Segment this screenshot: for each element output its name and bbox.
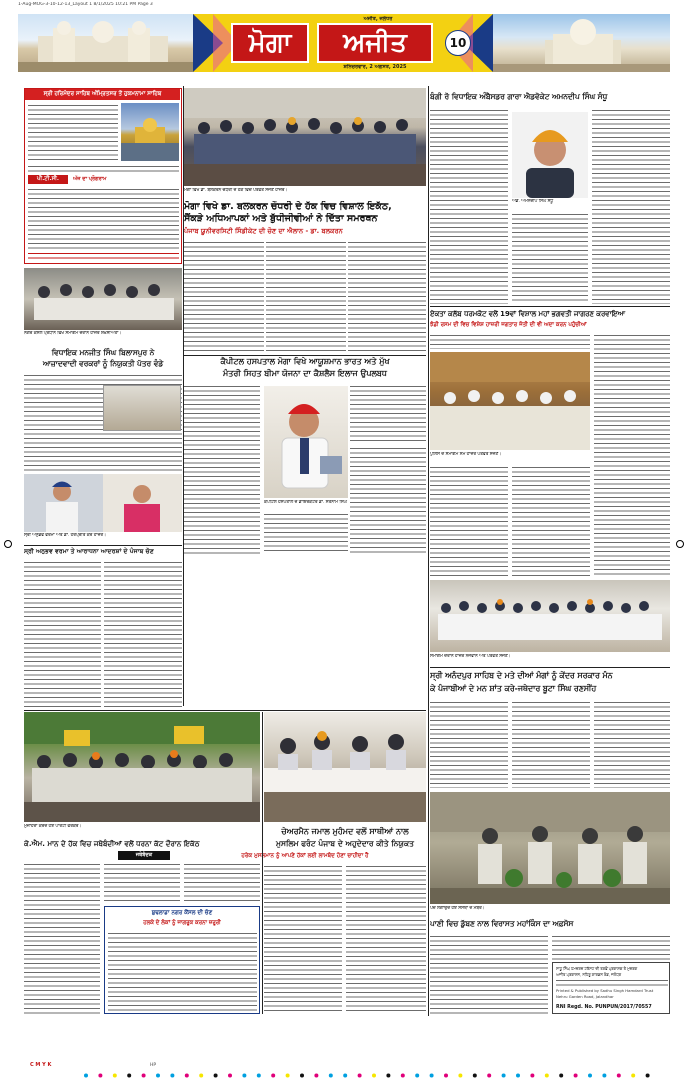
color-bar-dot <box>142 1074 146 1078</box>
budhlada-box-body <box>108 931 257 1011</box>
mahmat-body-1 <box>430 333 590 349</box>
color-bar-dot <box>631 1074 635 1078</box>
color-bar-dot <box>343 1074 347 1078</box>
color-bar-dot <box>113 1074 117 1078</box>
protest-headline: ਕੇ.ਐਮ. ਮਾਨ ਦੇ ਹੱਕ ਵਿਚ ਜਥੇਬੰਦੀਆਂ ਵਲੋਂ ਧਰਨਾ ਕੱਟ ਦੌਰਾਨ ਇਕੱਠ <box>24 839 200 848</box>
group-photo-illustration <box>184 88 426 186</box>
gurdwara-illustration-left <box>18 14 193 72</box>
color-bar-dot <box>170 1074 174 1078</box>
row-rule-4 <box>430 667 670 668</box>
masthead-paper-small: ਅਜੀਤ, ਜਲੰਧਰ <box>363 16 393 22</box>
moga-chamber-body-1 <box>184 240 264 354</box>
gurdwara-illustration-right <box>493 14 670 72</box>
color-bar-dot <box>473 1074 477 1078</box>
group-photo <box>430 580 670 652</box>
masthead-city: ਮੋਗਾ <box>248 28 292 58</box>
color-bar-dot <box>242 1074 246 1078</box>
gurdwara-image-left <box>18 14 193 72</box>
color-bar-dot <box>84 1074 88 1078</box>
masthead <box>18 14 670 72</box>
color-bar-dot <box>516 1074 520 1078</box>
moga-chamber-headline: ਮੋਗਾ ਵਿਖੇ ਡਾ. ਬਲਕਰਨ ਚੌਧਰੀ ਦੇ ਹੱਕ ਵਿਚ ਵਿਸ਼ਾਲ ਇਕੱਠ, <box>184 201 392 212</box>
hukamnama-title: ਸ੍ਰੀ ਹਰਿਮੰਦਰ ਸਾਹਿਬ ਅੰਮ੍ਰਿਤਸਰ ਤੋਂ ਹੁਕਮਨਾਮਾ ਸਾਹਿਬ <box>25 89 180 100</box>
registration-mark-right <box>676 540 684 548</box>
color-bar-dot <box>458 1074 462 1078</box>
anandpur-headline-2: ਕੇ ਪੰਜਾਬੀਆਂ ਦੇ ਮਨ ਸ਼ਾਂਤ ਕਰੇ-ਜਥੇਦਾਰ ਬੂਟਾ ਸਿੰਘ ਰਣਸੀਂਹ <box>430 684 597 693</box>
sadar-photo <box>264 712 426 822</box>
vidhayak-headline: ਵਿਧਾਇਕ ਮਨਜੀਤ ਸਿੰਘ ਬਿਲਾਸਪੁਰ ਨੇ <box>51 348 155 357</box>
color-bar-dot <box>185 1074 189 1078</box>
program-heading: ਅੱਜ ਦਾ ਪ੍ਰੋਗਰਾਮ <box>73 176 107 182</box>
color-bar-dot <box>98 1074 102 1078</box>
row-rule-1 <box>24 710 426 711</box>
bk-body-3 <box>592 108 670 304</box>
imprint-line-4: Nehru Garden Road, Jalandhar <box>556 994 614 999</box>
color-bar-dot <box>617 1074 621 1078</box>
mahmat-body-3 <box>430 465 508 577</box>
group-photo-caption: ਸਮਾਗਮ ਦੌਰਾਨ ਹਾਜ਼ਰ ਨੌਜਵਾਨ ਅਤੇ ਪਤਵੰਤੇ ਸੱਜਣ। <box>430 654 511 659</box>
color-bar-dot <box>487 1074 491 1078</box>
footer-mark-left: C M Y K <box>30 1062 52 1068</box>
row-rule-2 <box>184 355 426 356</box>
trees-body-2 <box>552 934 670 960</box>
protest-body-1 <box>24 862 100 1014</box>
sadar-headline: ਚੇਅਰਮੈਨ ਜਮਾਲ ਮੁਹੰਮਦ ਵਲੋਂ ਸਾਥੀਆਂ ਨਾਲ <box>281 827 409 836</box>
sadar-headline-2: ਮੁਸਲਿਮ ਫਰੰਟ ਪੰਜਾਬ ਦੇ ਅਹੁਦੇਦਾਰ ਕੀਤੇ ਨਿਯੁਕਤ <box>275 839 415 848</box>
golden-temple-illustration <box>121 103 179 161</box>
sadar-body-1 <box>264 864 342 1014</box>
anandpur-headline: ਸ੍ਰੀ ਅਨੰਦਪੁਰ ਸਾਹਿਬ ਦੇ ਮਤੇ ਦੀਆਂ ਮੰਗਾਂ ਨੂੰ ਕੇਂਦਰ ਸਰਕਾਰ ਮੰਨ <box>430 671 613 680</box>
mahmat-subhead: ਝੰਡੀ ਰਸਮ ਦੀ ਵਿਚ ਵਿਸ਼ੇਸ਼ ਹਾਜ਼ਰੀ ਜਗਤਾਰ ਜੋਤੀ ਦੀ ਵੀ ਅਦਾ ਕਰਨ ਪਹੁੰਚੀਆਂ <box>430 322 587 328</box>
color-bar-dot <box>401 1074 405 1078</box>
bk-headline: ਬੰਗੀ ਰੋ ਵਿਧਾਇਕ ਅੰਬੈਸਡਰ ਗਾਰਾ ਐਡਵੋਕੇਟ ਅਮਨਦੀਪ ਸਿੰਘ ਸੰਧੂ <box>430 92 608 101</box>
sadar-illustration <box>264 712 426 822</box>
color-bar-dot <box>386 1074 390 1078</box>
vidhayak-photo <box>24 268 182 330</box>
budhlada-box <box>104 906 260 1014</box>
dental-headline: ਸ੍ਰੀ ਅਨੁਭਵ ਵਰਮਾ ਤੇ ਆਰਾਧਨਾ ਆਦਰਸ਼ਾਂ ਦੇ ਪੰਜਾਬ ਚੋਣ <box>24 548 154 555</box>
protest-body-2 <box>104 862 180 904</box>
doctor-illustration <box>264 386 348 498</box>
program-list-foot <box>28 251 179 261</box>
anandpur-body-1 <box>430 700 508 788</box>
hospital-body-3 <box>350 384 426 444</box>
hukamnama-box <box>24 88 182 264</box>
sadar-body-2 <box>346 864 426 1014</box>
moga-chamber-photo-caption: ਮੋਗਾ ਵਿਖੇ ਡਾ. ਬਲਕਰਨ ਚੌਧਰੀ ਦੇ ਹੱਕ ਵਿਚ ਪਤਵੰਤੇ ਸੱਜਣ ਹਾਜ਼ਰ। <box>184 188 288 193</box>
mahmat-illustration <box>430 352 590 450</box>
color-bar-dot <box>271 1074 275 1078</box>
column-rule-1 <box>183 86 184 706</box>
trees-illustration <box>430 792 670 904</box>
masthead-date: ਸ਼ਨਿਚਰਵਾਰ, 2 ਅਗਸਤ, 2025 <box>343 64 407 70</box>
trees-photo <box>430 792 670 904</box>
color-bar-dot <box>329 1074 333 1078</box>
hospital-body-4 <box>350 446 426 554</box>
bk-photo-caption: ਐਡ. ਅਮਨਦੀਪ ਸਿੰਘ ਸੰਧੂ <box>512 199 554 204</box>
row-rule-5 <box>24 545 182 546</box>
vidhayak-illustration <box>24 268 182 330</box>
color-bar-dot <box>199 1074 203 1078</box>
masthead-band <box>193 14 493 72</box>
mahmat-photo <box>430 352 590 450</box>
imprint-rni: RNI Regd. No. PUNPUN/2017/70557 <box>556 1005 652 1010</box>
column-rule-2 <box>428 86 429 1016</box>
protest-badge: ਜਥੇਬੰਦਕ <box>135 852 153 858</box>
gurdwara-image-right <box>493 14 670 72</box>
hukamnama-text-2 <box>28 164 179 172</box>
color-bar-dot <box>286 1074 290 1078</box>
moga-chamber-subhead: ਪੰਜਾਬ ਯੂਨੀਵਰਸਿਟੀ ਸਿੰਡੀਕੇਟ ਦੀ ਚੋਣ ਦਾ ਐਲਾਨ - ਡਾ. ਬਲਕਰਨ <box>184 227 343 235</box>
bk-body-2 <box>512 212 588 304</box>
imprint-box <box>552 962 670 1014</box>
ptc-tag: ਪੀ.ਟੀ.ਸੀ. <box>37 176 59 182</box>
imprint-line-1: ਸਾਧੂ ਸਿੰਘ ਹਮਦਰਦ ਟਰੱਸਟ ਦੀ ਤਰਫ਼ੋਂ ਪ੍ਰਕਾਸ਼ਕ ਤੇ ਮੁਦਰਕ <box>556 966 638 971</box>
portrait-illustration <box>512 112 588 198</box>
trees-headline: ਪਾਣੀ ਵਿਚ ਡੁੱਬਣ ਨਾਲ ਵਿਰਾਸਤ ਮਹਾਂਕਿੰਸ ਦਾ ਅਫ਼ਸੋਸ <box>430 919 574 928</box>
protest-illustration <box>24 712 260 822</box>
color-bar-dot <box>530 1074 534 1078</box>
budhlada-box-subtitle: ਹਲਕੇ ਦੇ ਲੋਕਾਂ ਨੂੰ ਜਾਗਰੂਕ ਕਰਨਾ ਜ਼ਰੂਰੀ <box>143 920 221 926</box>
imprint-lines <box>556 978 668 986</box>
dental-body-1 <box>24 560 101 708</box>
print-slug: 1-Aug-MOG-3-10-12-13_Layout 1 8/1/2025 10:21 PM Page 3 <box>18 2 153 7</box>
color-bar-dot <box>257 1074 261 1078</box>
registration-mark-left <box>4 540 12 548</box>
color-bar-dot <box>502 1074 506 1078</box>
protest-body-3 <box>184 862 260 904</box>
color-bar-dot <box>415 1074 419 1078</box>
moga-chamber-photo <box>184 88 426 186</box>
anandpur-body-3 <box>594 700 670 788</box>
column-rule-3 <box>262 712 263 1014</box>
sadar-subhead: ਹਰੇਕ ਮੁਸਲਮਾਨ ਨੂੰ ਆਪਣੇ ਹੱਕਾਂ ਲਈ ਲਾਮਬੰਦ ਹੋਣਾ ਚਾਹੀਦਾ ਹੈ <box>241 853 369 859</box>
page-number: 10 <box>449 36 467 50</box>
golden-temple-photo <box>121 103 179 161</box>
color-bar-dot <box>545 1074 549 1078</box>
moga-chamber-headline-2: ਸੈਂਕੜੇ ਅਧਿਆਪਕਾਂ ਅਤੇ ਬੁੱਧੀਜੀਵੀਆਂ ਨੇ ਦਿੱਤਾ ਸਮਰਥਨ <box>184 213 378 224</box>
moga-chamber-body-3 <box>348 240 426 354</box>
color-bar-dots <box>80 1073 660 1078</box>
trees-body-1 <box>430 934 548 1014</box>
dental-illustration <box>24 474 182 532</box>
mahmat-headline: ਏਕਤਾ ਕਲੱਬ ਧਰਮਕੋਟ ਵਲੋਂ 19ਵਾਂ ਵਿਸ਼ਾਲ ਮਹਾਂ ਭਗਵਤੀ ਜਾਗਰਣ ਕਰਵਾਇਆ <box>430 310 626 318</box>
vidhayak-inline-photo <box>103 385 181 431</box>
color-bar-dot <box>314 1074 318 1078</box>
protest-photo-caption: ਮੁਜ਼ਾਹਰਾ ਕਰਦੇ ਹੋਏ ਪਾਰਟੀ ਵਰਕਰ। <box>24 824 82 829</box>
color-bar-dot <box>574 1074 578 1078</box>
hospital-body-1 <box>184 384 260 554</box>
dental-photo-caption: ਸ੍ਰੀ ਅਨੁਭਵ ਵਰਮਾ ਅਤੇ ਡਾ. ਹਰਪ੍ਰੀਤ ਕੌਰ ਹਾਜ਼ਰ। <box>24 533 106 538</box>
bk-portrait-photo <box>512 112 588 198</box>
bk-body-1 <box>430 108 508 304</box>
budhlada-box-title: ਬੁਢਲਾਡਾ ਨਗਰ ਕੌਂਸਲ ਦੀ ਚੋਣ <box>151 910 213 916</box>
hospital-body-2 <box>264 512 348 554</box>
color-bar-dot <box>602 1074 606 1078</box>
color-bar-dot <box>430 1074 434 1078</box>
footer-mark-right: HP <box>150 1063 157 1068</box>
color-bar-dot <box>588 1074 592 1078</box>
vidhayak-headline-2: ਆਜ਼ਾਦਵਾਦੀ ਵਰਕਰਾਂ ਨੂੰ ਨਿਯੁਕਤੀ ਪੱਤਰ ਵੰਡੇ <box>42 359 164 368</box>
protest-photo <box>24 712 260 822</box>
color-bar-dot <box>358 1074 362 1078</box>
color-bar-dot <box>156 1074 160 1078</box>
mahmat-photo-caption: ਪੁਲਿਸ ਦੇ ਸਮਾਗਮ ਸਮੇਂ ਹਾਜ਼ਰ ਪਤਵੰਤੇ ਸੱਜਣ। <box>430 452 502 457</box>
dental-photo <box>24 474 182 532</box>
color-bar-dot <box>372 1074 376 1078</box>
masthead-paper-name: ਅਜੀਤ <box>343 28 407 58</box>
moga-chamber-body-2 <box>266 240 346 354</box>
color-bar-dot <box>300 1074 304 1078</box>
vidhayak-photo-caption: ਨਗਰ ਕੌਂਸਲ ਪ੍ਰਧਾਨ ਵਿਖੇ ਸਮਾਗਮ ਦੌਰਾਨ ਹਾਜ਼ਰ ਸ਼ਖ਼ਸੀਅਤਾਂ। <box>24 331 122 336</box>
dental-body-2 <box>104 560 182 708</box>
program-list <box>28 187 179 249</box>
hospital-headline: ਕੈਪੀਟਲ ਹਸਪਤਾਲ ਮੋਗਾ ਵਿਖੇ ਆਯੂਸ਼ਮਾਨ ਭਾਰਤ ਅਤੇ ਮੁੱਖ <box>220 357 390 366</box>
row-rule-3 <box>430 306 670 307</box>
anandpur-body-2 <box>512 700 590 788</box>
trees-photo-caption: ਪੌਦੇ ਲਗਾਉਂਦੇ ਹੋਏ ਸੰਸਥਾ ਦੇ ਮੈਂਬਰ। <box>430 906 485 911</box>
mahmat-body-4 <box>512 465 590 577</box>
color-bar-dot <box>127 1074 131 1078</box>
hospital-doctor-photo <box>264 386 348 498</box>
group-illustration <box>430 580 670 652</box>
color-bar-dot <box>559 1074 563 1078</box>
imprint-line-3: Printed & Published by Sadhu Singh Hamdard Trust <box>556 988 654 993</box>
hukamnama-text <box>28 103 118 161</box>
hospital-photo-caption: ਕੈਪੀਟਲ ਹਸਪਤਾਲ ਦੇ ਡਾਇਰੈਕਟਰ ਡਾ. ਸਤਨਾਮ ਸਿੰਘ <box>264 500 347 505</box>
color-bar-dot <box>214 1074 218 1078</box>
color-bar-dot <box>646 1074 650 1078</box>
color-bar-dot <box>444 1074 448 1078</box>
hospital-headline-2: ਮੰਤਰੀ ਸਿਹਤ ਬੀਮਾ ਯੋਜਨਾ ਦਾ ਕੈਸ਼ਲੈਸ ਇਲਾਜ ਉਪਲਬਧ <box>223 369 387 378</box>
color-bar-dot <box>228 1074 232 1078</box>
mahmat-body-2 <box>594 333 670 577</box>
imprint-line-2: ਅਜੀਤ ਪ੍ਰਕਾਸ਼ਨ, ਨਹਿਰੂ ਗਾਰਡਨ ਰੋਡ, ਜਲੰਧਰ <box>556 972 621 977</box>
